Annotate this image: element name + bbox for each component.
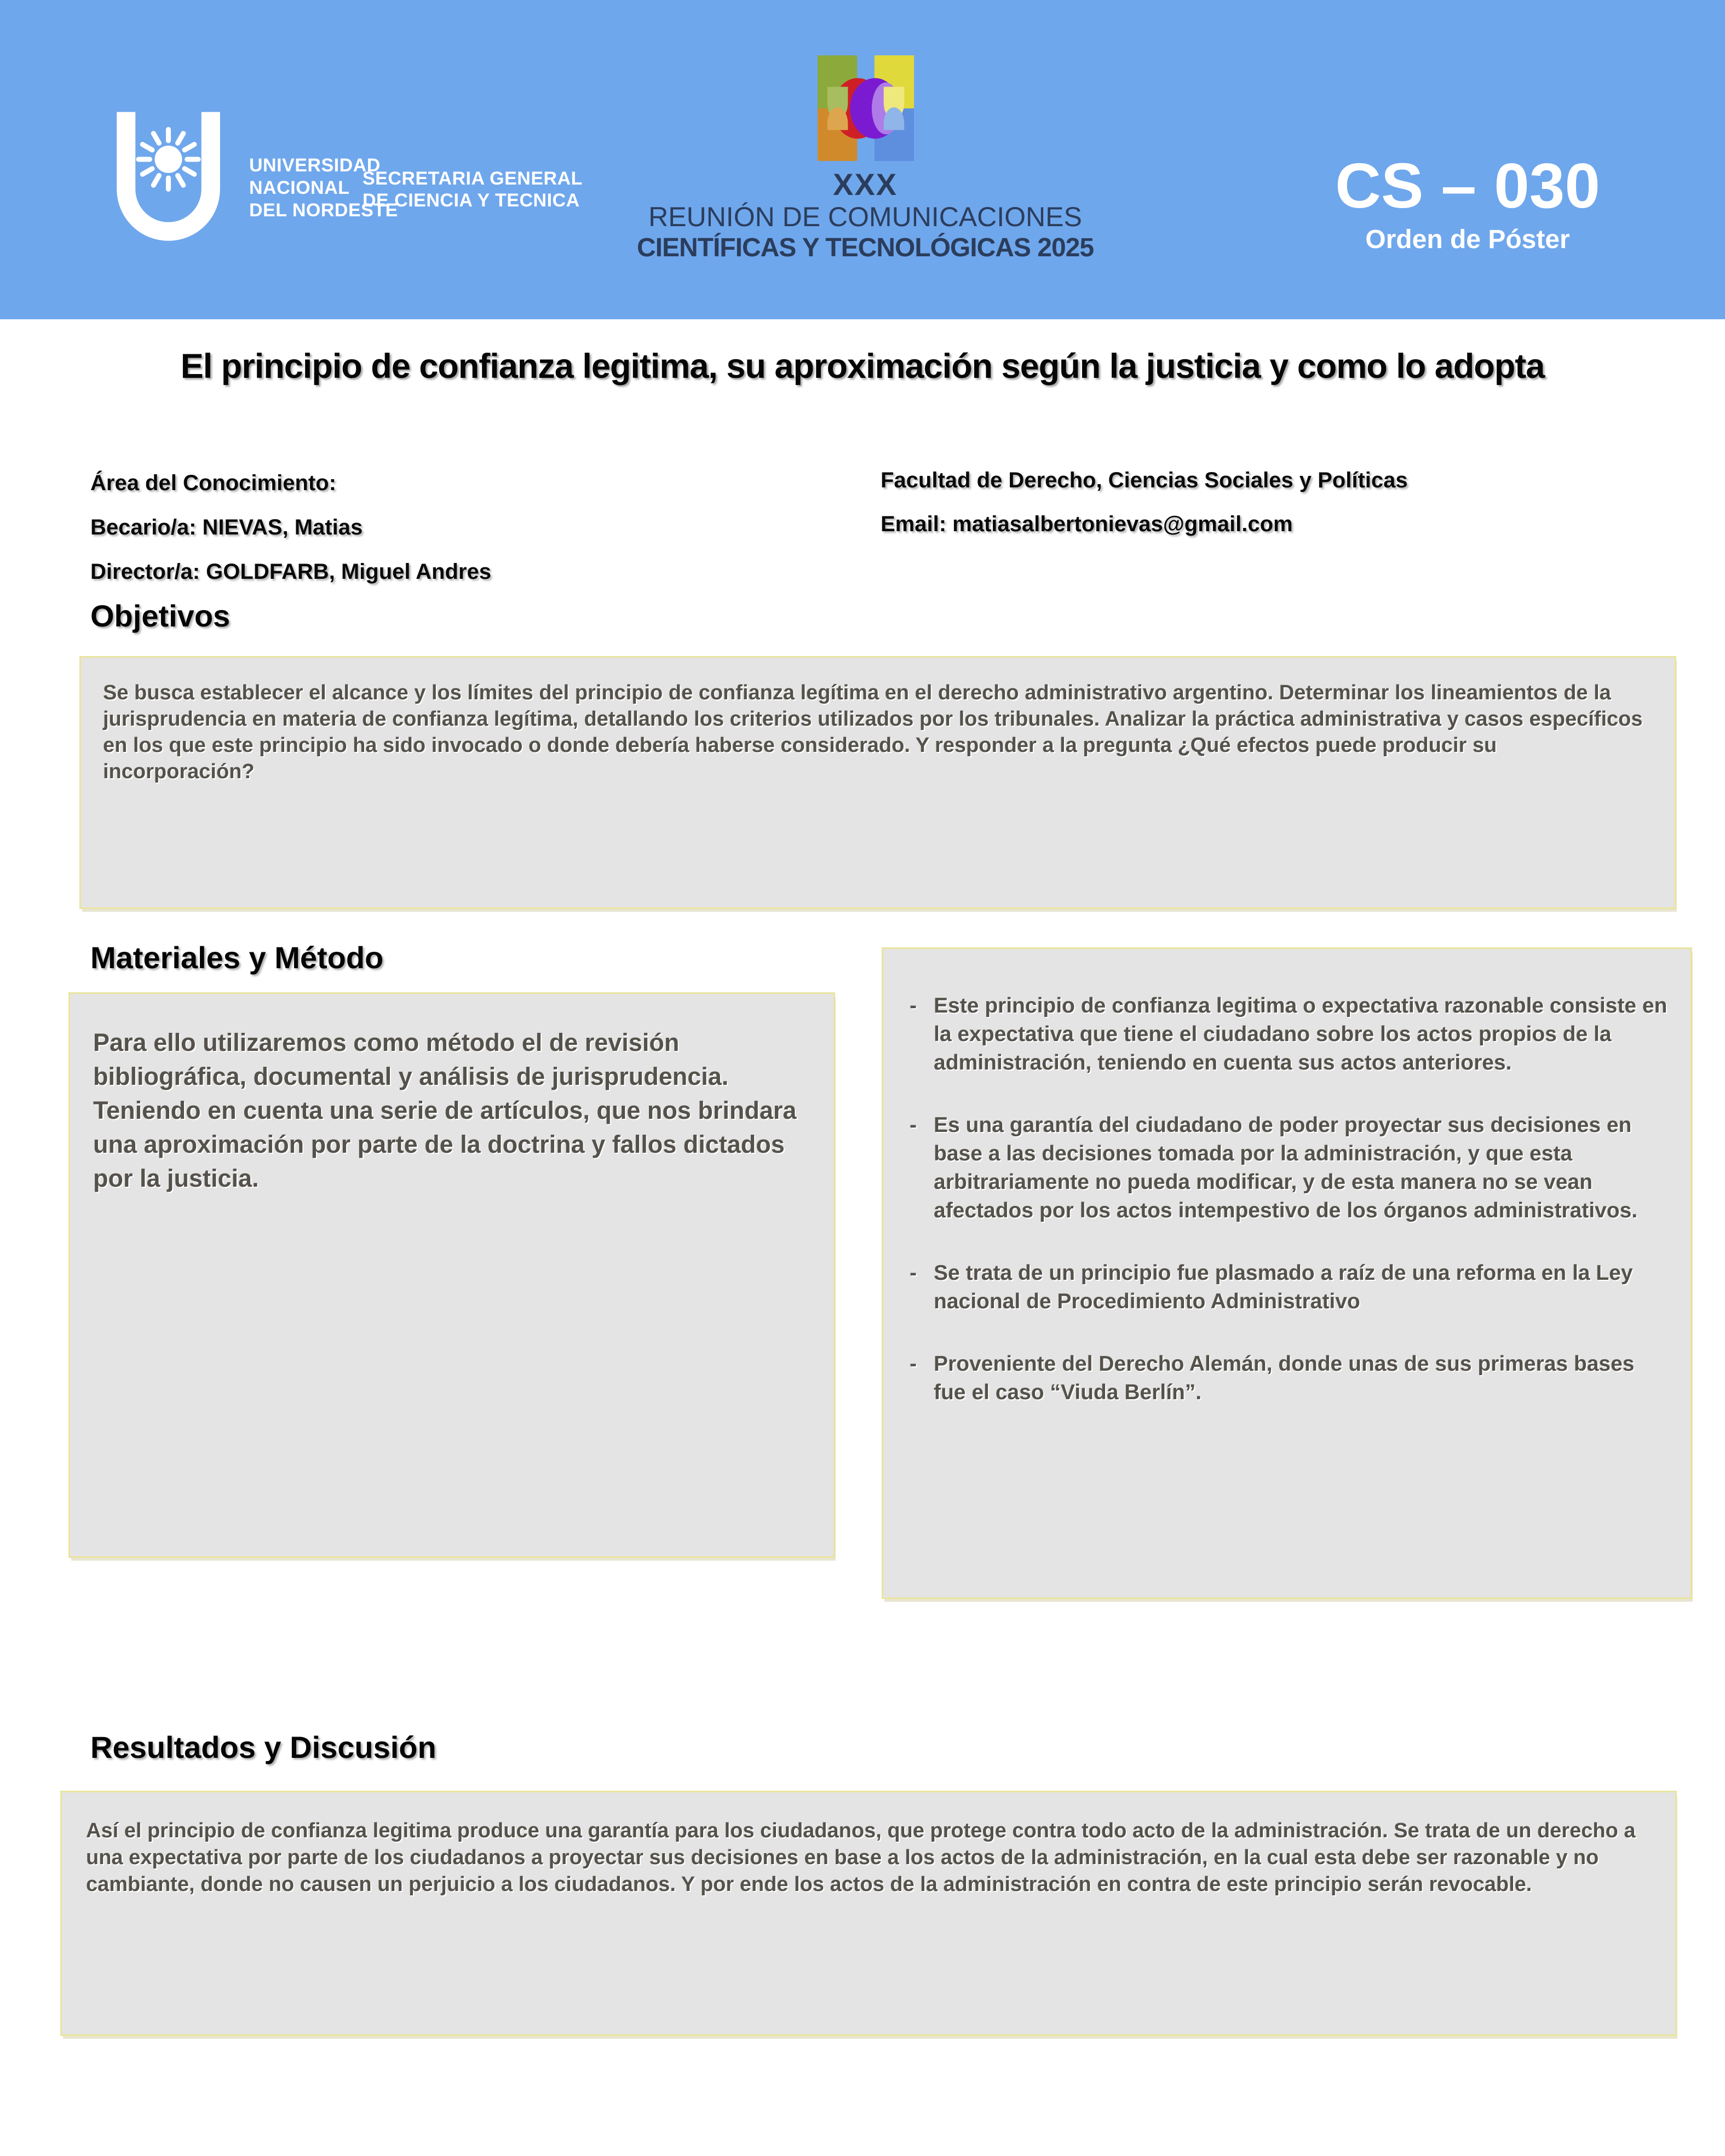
secretaria-line1: SECRETARIA GENERAL	[363, 168, 583, 189]
university-name-line3: DEL NORDESTE	[249, 200, 398, 221]
list-item	[910, 1259, 1668, 1316]
panel-materiales	[68, 992, 835, 1558]
panel-resultados	[60, 1791, 1677, 2036]
facultad: Facultad de Derecho, Ciencias Sociales y Políticas	[881, 468, 1408, 492]
heading-objetivos: Objetivos	[90, 599, 231, 633]
conference-name-line2: CIENTÍFICAS Y TECNOLÓGICAS 2025	[636, 233, 1094, 262]
secretaria-general	[363, 168, 583, 211]
bullet-dash: -	[910, 1261, 917, 1285]
panel-objetivos	[79, 656, 1676, 909]
becario: Becario/a: NIEVAS, Matias	[90, 515, 363, 539]
bullet-text: Es una garantía del ciudadano de poder proyectar sus decisiones en base a las decisiones tomada por la administración, y que esta arbitrariamente no pueda modificar, y de esta manera no se vean afectados por los actos intempestivo de los órganos administrativos.	[934, 1113, 1638, 1222]
bullet-text: Proveniente del Derecho Alemán, donde unas de sus primeras bases fue el caso “Viuda Berlín”.	[934, 1352, 1635, 1404]
email: Email: matiasalbertonievas@gmail.com	[881, 512, 1293, 536]
area-conocimiento: Área del Conocimiento:	[90, 471, 336, 495]
bullet-text: Se trata de un principio fue plasmado a raíz de una reforma en la Ley nacional de Procedimiento Administrativo	[934, 1261, 1633, 1313]
meta-left-column	[90, 470, 491, 603]
heading-materiales: Materiales y Método	[90, 940, 384, 975]
bullet-dash: -	[910, 1113, 917, 1137]
conference-title-block	[589, 169, 1142, 263]
list-item	[910, 992, 1668, 1077]
poster-code-block	[1276, 150, 1659, 254]
university-name-line1: UNIVERSIDAD	[249, 155, 381, 176]
resultados-body: Así el principio de confianza legitima produce una garantía para los ciudadanos, que protege contra todo acto de la administración. Se trata de un derecho a una expectativa por parte de los ciudadanos a proyectar sus decisiones en base a los actos de la administración, en la cual esta debe ser razonable y no cambiante, donde no causen un perjuicio a los ciudadanos. Y por ende los actos de la administración en contra de este principio serán revocable.	[86, 1819, 1636, 1896]
objetivos-body: Se busca establecer el alcance y los límites del principio de confianza legítima en el derecho administrativo argentino. Determinar los lineamientos de la jurisprudencia en materia de confianza legítima, detallando los criterios utilizados por los tribunales. Analizar la práctica administrativa y casos específicos en los que este principio ha sido invocado o donde debería haberse considerado. Y responder a la pregunta ¿Qué efectos puede producir su incorporación?	[103, 681, 1643, 783]
secretaria-line2: DE CIENCIA Y TECNICA	[363, 190, 580, 211]
list-item	[910, 1111, 1668, 1225]
bullet-text: Este principio de confianza legitima o expectativa razonable consiste en la expectativa que tiene el ciudadano sobre los actos propios de la administración, teniendo en cuenta sus actos anteriores.	[934, 994, 1668, 1074]
materiales-body: Para ello utilizaremos como método el de revisión bibliográfica, documental y análisis de jurisprudencia. Teniendo en cuenta una serie de artículos, que nos brindara una aproximación por parte de la doctrina y fallos dictados por la justicia.	[93, 1028, 797, 1192]
poster-title: El principio de confianza legitima, su aproximación según la justicia y como lo adopta	[180, 347, 1545, 386]
conference-logo	[818, 55, 915, 162]
sunburst-icon	[139, 129, 198, 189]
meta-right-column	[881, 467, 1408, 555]
header-band	[0, 0, 1725, 319]
bullet-dash: -	[910, 1352, 917, 1376]
conference-numeral: XXX	[832, 167, 898, 202]
bullet-dash: -	[910, 994, 917, 1017]
director: Director/a: GOLDFARB, Miguel Andres	[90, 560, 491, 584]
conference-name-line1: REUNIÓN DE COMUNICACIONES	[648, 202, 1082, 232]
university-name-line2: NACIONAL	[249, 177, 350, 198]
conceptos-bullet-list	[910, 992, 1668, 1407]
unne-university-logo	[104, 110, 233, 246]
poster-code-label: Orden de Póster	[1365, 225, 1570, 254]
heading-resultados: Resultados y Discusión	[90, 1730, 436, 1764]
poster-code: CS – 030	[1335, 150, 1600, 221]
list-item	[910, 1350, 1668, 1407]
panel-conceptos	[882, 947, 1692, 1599]
